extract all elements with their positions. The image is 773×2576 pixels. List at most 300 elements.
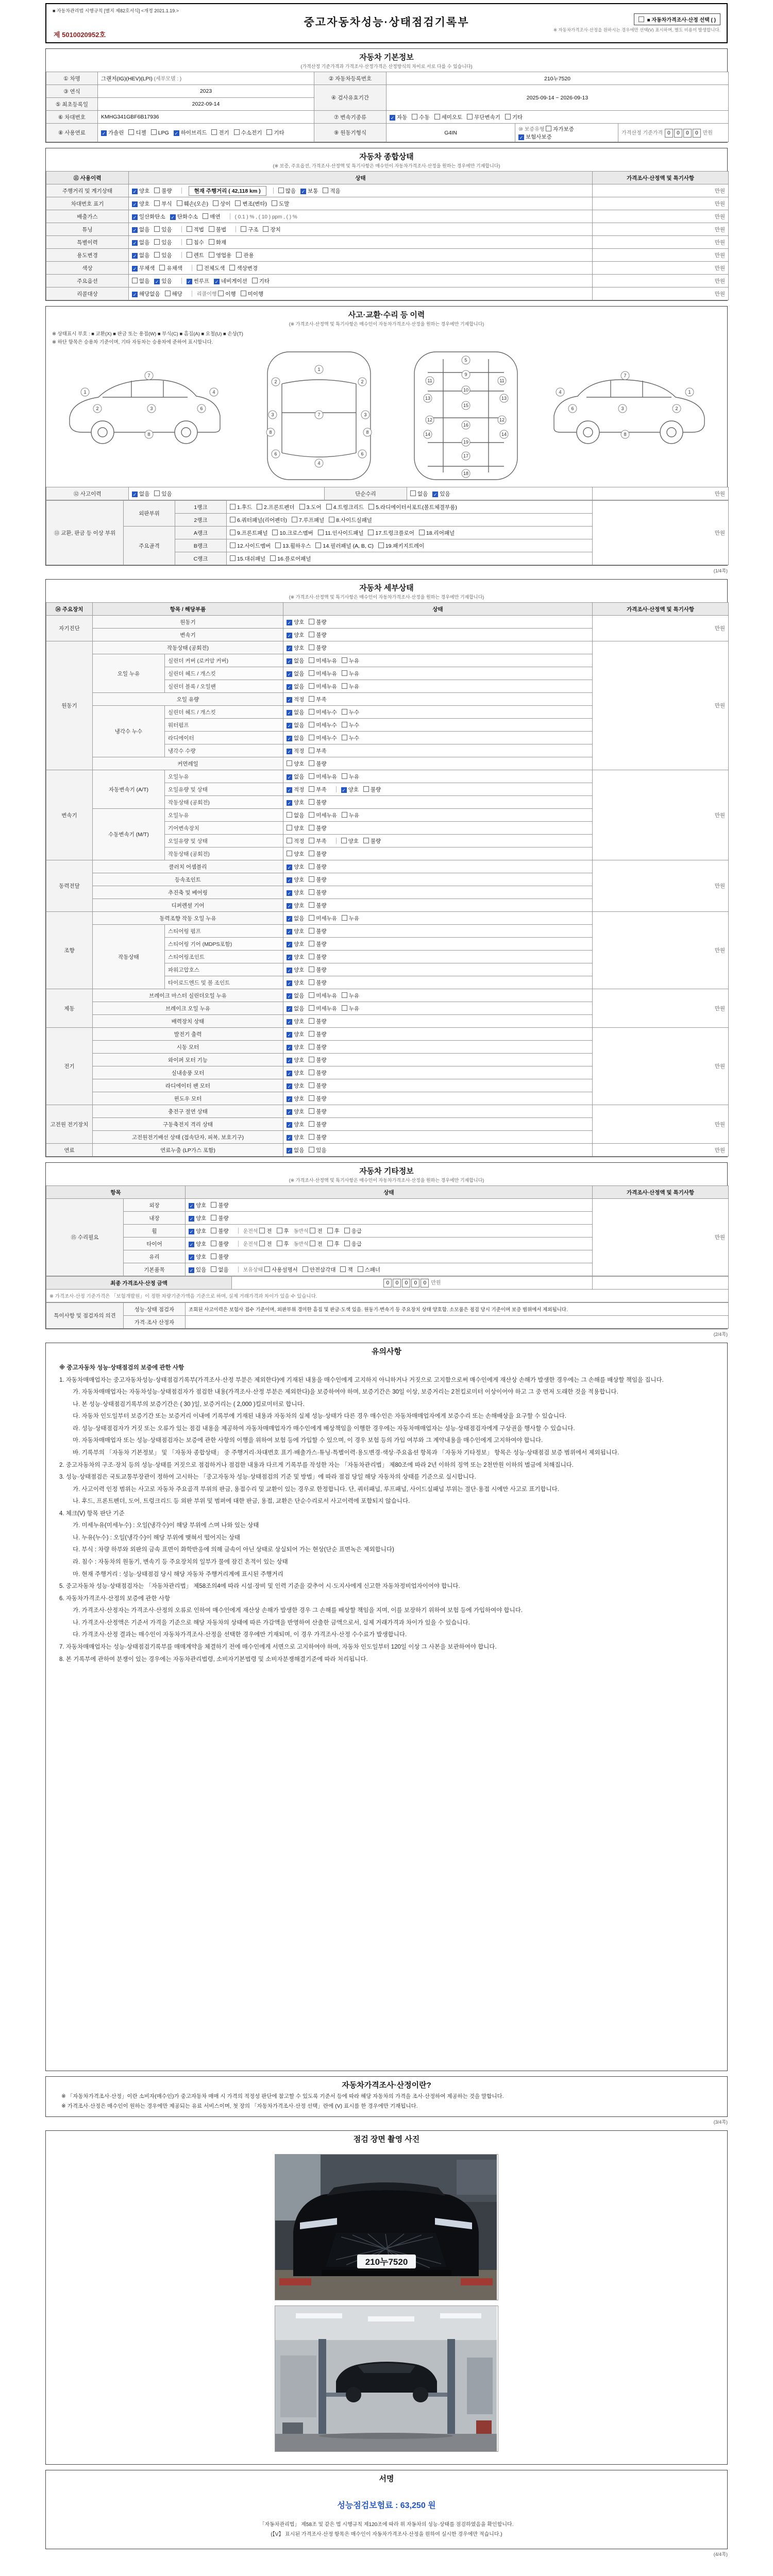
checkbox-option[interactable] bbox=[287, 734, 304, 742]
checkbox-option[interactable] bbox=[341, 786, 359, 793]
checkbox[interactable] bbox=[318, 530, 324, 535]
checkbox[interactable] bbox=[342, 683, 347, 689]
checkbox[interactable] bbox=[211, 1228, 216, 1233]
checkbox-option[interactable] bbox=[309, 644, 326, 652]
checkbox[interactable] bbox=[187, 252, 192, 258]
checkbox[interactable]: ✓ bbox=[287, 968, 292, 973]
checkbox[interactable] bbox=[309, 709, 314, 715]
checkbox-option[interactable] bbox=[272, 200, 289, 208]
checkbox[interactable] bbox=[230, 504, 236, 510]
checkbox[interactable] bbox=[344, 1228, 350, 1233]
checkbox[interactable] bbox=[278, 188, 284, 193]
checkbox-option[interactable] bbox=[309, 1095, 326, 1103]
checkbox[interactable] bbox=[410, 490, 416, 496]
checkbox[interactable] bbox=[230, 543, 236, 548]
checkbox[interactable]: ✓ bbox=[342, 787, 346, 793]
checkbox[interactable] bbox=[287, 838, 292, 843]
checkbox-option[interactable] bbox=[467, 113, 500, 121]
checkbox[interactable] bbox=[309, 1005, 314, 1011]
checkbox-option[interactable] bbox=[309, 683, 337, 690]
checkbox-option[interactable] bbox=[410, 490, 428, 498]
checkbox-option[interactable] bbox=[214, 277, 247, 285]
checkbox-option[interactable] bbox=[287, 940, 304, 948]
checkbox-option[interactable] bbox=[211, 1240, 228, 1248]
checkbox[interactable] bbox=[259, 1241, 265, 1246]
checkbox-option[interactable] bbox=[230, 542, 271, 550]
checkbox-option[interactable] bbox=[309, 902, 326, 909]
checkbox-option[interactable] bbox=[432, 490, 450, 498]
checkbox-option[interactable] bbox=[310, 1227, 322, 1235]
checkbox-option[interactable] bbox=[287, 876, 304, 884]
checkbox[interactable]: ✓ bbox=[287, 890, 292, 896]
checkbox-option[interactable] bbox=[342, 670, 359, 677]
checkbox[interactable] bbox=[344, 1241, 350, 1246]
checkbox[interactable] bbox=[263, 226, 268, 232]
checkbox-option[interactable] bbox=[419, 529, 455, 537]
checkbox-option[interactable] bbox=[287, 927, 304, 935]
checkbox-option[interactable] bbox=[287, 1095, 304, 1103]
checkbox[interactable]: ✓ bbox=[287, 993, 292, 999]
checkbox-option[interactable] bbox=[189, 1253, 206, 1261]
checkbox-option[interactable] bbox=[211, 1214, 228, 1222]
checkbox[interactable]: ✓ bbox=[301, 189, 306, 194]
checkbox-option[interactable] bbox=[309, 721, 337, 729]
checkbox-option[interactable] bbox=[211, 1227, 228, 1235]
checkbox[interactable] bbox=[272, 530, 278, 535]
checkbox[interactable]: ✓ bbox=[189, 1255, 194, 1260]
checkbox-option[interactable] bbox=[287, 1146, 304, 1154]
checkbox-option[interactable] bbox=[309, 618, 326, 626]
checkbox-option[interactable] bbox=[234, 129, 262, 137]
checkbox-option[interactable] bbox=[300, 187, 318, 195]
checkbox-option[interactable] bbox=[309, 876, 326, 884]
checkbox[interactable] bbox=[287, 851, 292, 856]
checkbox-option[interactable] bbox=[287, 670, 304, 677]
checkbox-option[interactable] bbox=[309, 708, 337, 716]
checkbox[interactable] bbox=[309, 1147, 314, 1153]
checkbox[interactable] bbox=[309, 954, 314, 959]
checkbox-option[interactable] bbox=[230, 503, 252, 511]
checkbox[interactable]: ✓ bbox=[287, 710, 292, 716]
checkbox-option[interactable] bbox=[518, 133, 552, 141]
checkbox-option[interactable] bbox=[151, 129, 169, 136]
checkbox[interactable] bbox=[154, 226, 160, 232]
checkbox-option[interactable] bbox=[434, 113, 463, 121]
checkbox-option[interactable] bbox=[329, 516, 372, 524]
checkbox[interactable] bbox=[309, 941, 314, 946]
checkbox-option[interactable] bbox=[189, 1227, 206, 1235]
checkbox-option[interactable] bbox=[309, 734, 337, 742]
checkbox-option[interactable] bbox=[132, 213, 165, 221]
checkbox[interactable] bbox=[211, 1215, 216, 1221]
checkbox[interactable] bbox=[309, 645, 314, 650]
checkbox[interactable]: ✓ bbox=[287, 955, 292, 960]
checkbox-option[interactable] bbox=[287, 966, 304, 974]
checkbox-option[interactable] bbox=[154, 226, 172, 233]
checkbox-option[interactable] bbox=[209, 251, 231, 259]
checkbox[interactable] bbox=[235, 200, 241, 206]
checkbox[interactable]: ✓ bbox=[132, 292, 137, 297]
checkbox-option[interactable] bbox=[309, 1056, 326, 1064]
checkbox[interactable]: ✓ bbox=[287, 787, 292, 793]
checkbox-option[interactable] bbox=[257, 503, 294, 511]
checkbox-option[interactable] bbox=[287, 644, 304, 652]
checkbox-option[interactable] bbox=[287, 811, 304, 819]
checkbox-option[interactable] bbox=[287, 1005, 304, 1012]
checkbox[interactable]: ✓ bbox=[287, 736, 292, 741]
checkbox-option[interactable] bbox=[309, 1121, 326, 1128]
checkbox-option[interactable] bbox=[309, 670, 337, 677]
checkbox-option[interactable] bbox=[177, 200, 209, 208]
checkbox-option[interactable] bbox=[309, 850, 326, 858]
checkbox-option[interactable] bbox=[132, 264, 155, 272]
checkbox[interactable] bbox=[154, 188, 160, 193]
checkbox[interactable]: ✓ bbox=[155, 279, 159, 284]
checkbox-option[interactable] bbox=[363, 786, 381, 793]
checkbox[interactable]: ✓ bbox=[287, 723, 292, 728]
checkbox[interactable]: ✓ bbox=[519, 135, 524, 140]
checkbox-option[interactable] bbox=[309, 863, 326, 871]
checkbox[interactable]: ✓ bbox=[287, 697, 292, 703]
checkbox-option[interactable] bbox=[259, 1240, 272, 1248]
checkbox[interactable] bbox=[309, 928, 314, 934]
checkbox-option[interactable] bbox=[132, 490, 149, 498]
checkbox[interactable] bbox=[309, 1018, 314, 1024]
checkbox-option[interactable] bbox=[159, 264, 182, 272]
checkbox[interactable] bbox=[211, 1253, 216, 1259]
checkbox[interactable] bbox=[241, 291, 246, 296]
checkbox-option[interactable] bbox=[154, 277, 172, 285]
checkbox[interactable]: ✓ bbox=[132, 227, 137, 233]
checkbox-option[interactable] bbox=[327, 1227, 340, 1235]
checkbox-option[interactable] bbox=[309, 799, 326, 806]
checkbox[interactable] bbox=[327, 1241, 333, 1246]
checkbox-option[interactable] bbox=[275, 542, 311, 550]
checkbox-option[interactable] bbox=[309, 979, 326, 987]
checkbox[interactable] bbox=[277, 1228, 282, 1233]
checkbox[interactable] bbox=[272, 200, 277, 206]
checkbox-option[interactable] bbox=[303, 1266, 336, 1274]
checkbox-option[interactable] bbox=[170, 213, 198, 221]
checkbox[interactable] bbox=[303, 1266, 308, 1272]
checkbox-option[interactable] bbox=[197, 264, 225, 272]
checkbox-option[interactable] bbox=[287, 631, 304, 639]
checkbox[interactable] bbox=[132, 278, 138, 283]
checkbox-option[interactable] bbox=[154, 251, 172, 259]
checkbox[interactable] bbox=[309, 760, 314, 766]
checkbox-option[interactable] bbox=[287, 618, 304, 626]
checkbox[interactable] bbox=[309, 889, 314, 895]
checkbox-option[interactable] bbox=[344, 1240, 362, 1248]
checkbox[interactable]: ✓ bbox=[287, 749, 292, 754]
checkbox[interactable]: ✓ bbox=[287, 1083, 292, 1089]
checkbox-option[interactable] bbox=[309, 760, 326, 768]
checkbox-option[interactable] bbox=[154, 187, 172, 195]
checkbox-option[interactable] bbox=[309, 1030, 326, 1038]
checkbox-option[interactable] bbox=[309, 837, 326, 845]
checkbox-option[interactable] bbox=[236, 251, 254, 259]
checkbox[interactable]: ✓ bbox=[132, 201, 137, 207]
checkbox-option[interactable] bbox=[230, 555, 265, 563]
checkbox[interactable] bbox=[154, 252, 160, 258]
checkbox[interactable]: ✓ bbox=[287, 1032, 292, 1038]
checkbox-option[interactable] bbox=[211, 129, 229, 137]
checkbox[interactable]: ✓ bbox=[287, 646, 292, 651]
checkbox[interactable]: ✓ bbox=[214, 279, 219, 284]
checkbox-option[interactable] bbox=[342, 1005, 359, 1012]
checkbox[interactable] bbox=[310, 1241, 315, 1246]
checkbox-option[interactable] bbox=[165, 290, 182, 298]
checkbox-option[interactable] bbox=[132, 290, 160, 298]
checkbox-option[interactable] bbox=[287, 979, 304, 987]
checkbox[interactable]: ✓ bbox=[287, 633, 292, 638]
checkbox-option[interactable] bbox=[132, 277, 149, 285]
checkbox[interactable] bbox=[154, 239, 160, 245]
checkbox[interactable] bbox=[151, 129, 157, 135]
checkbox[interactable]: ✓ bbox=[287, 1071, 292, 1076]
checkbox[interactable] bbox=[187, 239, 192, 245]
checkbox-option[interactable] bbox=[287, 1018, 304, 1025]
checkbox[interactable] bbox=[309, 915, 314, 921]
checkbox-option[interactable] bbox=[309, 1018, 326, 1025]
checkbox-option[interactable] bbox=[287, 683, 304, 690]
checkbox[interactable] bbox=[309, 1134, 314, 1140]
checkbox-option[interactable] bbox=[344, 1227, 362, 1235]
checkbox-option[interactable] bbox=[546, 125, 574, 133]
checkbox-option[interactable] bbox=[287, 1030, 304, 1038]
checkbox[interactable] bbox=[309, 863, 314, 869]
checkbox-option[interactable] bbox=[378, 542, 424, 550]
checkbox[interactable] bbox=[342, 1005, 347, 1011]
checkbox[interactable] bbox=[264, 1266, 270, 1272]
checkbox[interactable] bbox=[309, 1057, 314, 1062]
checkbox[interactable] bbox=[209, 226, 214, 232]
checkbox-option[interactable] bbox=[287, 1043, 304, 1051]
checkbox-option[interactable] bbox=[287, 837, 304, 845]
checkbox-option[interactable] bbox=[211, 1201, 228, 1209]
checkbox-option[interactable] bbox=[342, 721, 359, 729]
checkbox[interactable] bbox=[165, 291, 171, 296]
checkbox[interactable]: ✓ bbox=[102, 131, 106, 136]
checkbox[interactable] bbox=[309, 773, 314, 779]
checkbox-option[interactable] bbox=[287, 786, 304, 793]
checkbox[interactable] bbox=[241, 226, 246, 232]
checkbox-option[interactable] bbox=[412, 113, 429, 121]
checkbox-option[interactable] bbox=[342, 914, 359, 922]
checkbox-option[interactable] bbox=[277, 1227, 289, 1235]
checkbox-option[interactable] bbox=[187, 251, 204, 259]
checkbox[interactable] bbox=[309, 619, 314, 624]
checkbox-option[interactable] bbox=[189, 1266, 206, 1274]
checkbox-option[interactable] bbox=[309, 773, 337, 781]
checkbox[interactable] bbox=[209, 239, 214, 245]
checkbox-option[interactable] bbox=[309, 1082, 326, 1090]
checkbox[interactable] bbox=[287, 812, 292, 818]
checkbox[interactable] bbox=[187, 226, 192, 232]
checkbox[interactable] bbox=[412, 114, 417, 120]
checkbox-option[interactable] bbox=[211, 1253, 228, 1261]
checkbox-option[interactable] bbox=[299, 503, 322, 511]
checkbox-option[interactable] bbox=[189, 1240, 206, 1248]
checkbox-option[interactable] bbox=[342, 773, 359, 781]
checkbox[interactable] bbox=[229, 265, 235, 270]
checkbox[interactable] bbox=[340, 1266, 346, 1272]
checkbox[interactable] bbox=[292, 517, 297, 522]
checkbox[interactable] bbox=[309, 683, 314, 689]
checkbox-option[interactable] bbox=[128, 129, 146, 137]
price-select-checkbox[interactable] bbox=[638, 16, 644, 22]
checkbox[interactable] bbox=[277, 1241, 282, 1246]
checkbox-option[interactable] bbox=[309, 927, 326, 935]
checkbox[interactable] bbox=[368, 530, 374, 535]
checkbox[interactable]: ✓ bbox=[189, 1229, 194, 1234]
checkbox[interactable]: ✓ bbox=[187, 279, 191, 284]
checkbox[interactable] bbox=[342, 773, 347, 779]
checkbox[interactable] bbox=[275, 543, 281, 548]
checkbox[interactable]: ✓ bbox=[132, 214, 137, 220]
checkbox-option[interactable] bbox=[309, 824, 326, 832]
checkbox-option[interactable] bbox=[287, 1133, 304, 1141]
checkbox[interactable]: ✓ bbox=[287, 620, 292, 625]
checkbox[interactable]: ✓ bbox=[287, 671, 292, 677]
checkbox[interactable] bbox=[154, 490, 160, 496]
checkbox[interactable]: ✓ bbox=[287, 1045, 292, 1050]
checkbox-option[interactable] bbox=[287, 953, 304, 961]
checkbox[interactable] bbox=[342, 722, 347, 727]
checkbox[interactable] bbox=[309, 1082, 314, 1088]
checkbox-option[interactable] bbox=[187, 239, 204, 246]
checkbox-option[interactable] bbox=[132, 251, 149, 259]
checkbox-option[interactable] bbox=[132, 226, 149, 233]
checkbox[interactable] bbox=[309, 902, 314, 908]
checkbox[interactable] bbox=[342, 657, 347, 663]
checkbox[interactable] bbox=[309, 851, 314, 856]
checkbox[interactable] bbox=[230, 530, 236, 535]
checkbox-option[interactable] bbox=[287, 889, 304, 896]
checkbox-option[interactable] bbox=[187, 226, 204, 233]
checkbox[interactable] bbox=[230, 517, 236, 522]
checkbox[interactable] bbox=[341, 838, 347, 843]
checkbox-option[interactable] bbox=[213, 200, 230, 208]
checkbox[interactable] bbox=[327, 1228, 333, 1233]
checkbox[interactable] bbox=[358, 1266, 363, 1272]
checkbox-option[interactable] bbox=[154, 490, 172, 498]
checkbox[interactable] bbox=[309, 992, 314, 998]
checkbox[interactable] bbox=[211, 1241, 216, 1246]
checkbox[interactable] bbox=[309, 979, 314, 985]
checkbox[interactable] bbox=[363, 786, 369, 792]
checkbox-option[interactable] bbox=[310, 1240, 322, 1248]
checkbox[interactable] bbox=[252, 278, 258, 283]
checkbox[interactable]: ✓ bbox=[287, 1006, 292, 1012]
checkbox[interactable]: ✓ bbox=[287, 916, 292, 922]
checkbox[interactable]: ✓ bbox=[287, 774, 292, 780]
checkbox[interactable] bbox=[378, 543, 384, 548]
checkbox[interactable] bbox=[309, 696, 314, 702]
checkbox-option[interactable] bbox=[341, 837, 359, 845]
checkbox[interactable]: ✓ bbox=[287, 929, 292, 935]
checkbox[interactable]: ✓ bbox=[287, 865, 292, 870]
checkbox[interactable] bbox=[177, 200, 182, 206]
checkbox-option[interactable] bbox=[132, 200, 149, 208]
checkbox[interactable]: ✓ bbox=[189, 1268, 194, 1273]
checkbox-option[interactable] bbox=[287, 863, 304, 871]
checkbox-option[interactable] bbox=[309, 992, 337, 999]
checkbox-option[interactable] bbox=[252, 277, 270, 285]
checkbox[interactable] bbox=[342, 812, 347, 818]
checkbox[interactable] bbox=[218, 291, 224, 296]
checkbox[interactable] bbox=[154, 200, 160, 206]
checkbox[interactable]: ✓ bbox=[287, 1096, 292, 1102]
checkbox-option[interactable] bbox=[368, 529, 414, 537]
checkbox-option[interactable] bbox=[189, 1201, 206, 1209]
checkbox[interactable] bbox=[309, 838, 314, 843]
checkbox[interactable] bbox=[363, 838, 369, 843]
checkbox[interactable]: ✓ bbox=[287, 980, 292, 986]
checkbox[interactable]: ✓ bbox=[390, 115, 395, 121]
checkbox[interactable] bbox=[270, 555, 276, 561]
checkbox[interactable] bbox=[309, 812, 314, 818]
checkbox[interactable] bbox=[257, 504, 262, 510]
checkbox-option[interactable] bbox=[132, 187, 149, 195]
checkbox[interactable]: ✓ bbox=[287, 800, 292, 806]
checkbox-option[interactable] bbox=[309, 953, 326, 961]
checkbox[interactable] bbox=[368, 504, 374, 510]
checkbox-option[interactable] bbox=[309, 914, 337, 922]
checkbox[interactable] bbox=[419, 530, 425, 535]
checkbox[interactable] bbox=[209, 252, 214, 258]
checkbox[interactable] bbox=[197, 265, 203, 270]
checkbox-option[interactable] bbox=[209, 226, 226, 233]
checkbox-option[interactable] bbox=[342, 734, 359, 742]
checkbox[interactable] bbox=[309, 735, 314, 740]
checkbox-option[interactable] bbox=[287, 773, 304, 781]
checkbox-option[interactable] bbox=[309, 966, 326, 974]
checkbox-option[interactable] bbox=[309, 631, 326, 639]
checkbox[interactable]: ✓ bbox=[132, 253, 137, 259]
checkbox-option[interactable] bbox=[241, 226, 258, 233]
checkbox-option[interactable] bbox=[342, 811, 359, 819]
checkbox-option[interactable] bbox=[154, 239, 172, 246]
checkbox[interactable] bbox=[546, 126, 551, 131]
checkbox[interactable] bbox=[329, 517, 334, 522]
checkbox[interactable] bbox=[309, 1070, 314, 1075]
checkbox-option[interactable] bbox=[342, 708, 359, 716]
checkbox-option[interactable] bbox=[309, 657, 337, 665]
checkbox-option[interactable] bbox=[229, 264, 258, 272]
checkbox-option[interactable] bbox=[264, 1266, 298, 1274]
checkbox-option[interactable] bbox=[272, 529, 313, 537]
checkbox[interactable]: ✓ bbox=[174, 131, 179, 136]
checkbox[interactable] bbox=[342, 915, 347, 921]
checkbox[interactable] bbox=[467, 114, 473, 120]
checkbox[interactable] bbox=[309, 876, 314, 882]
checkbox-option[interactable] bbox=[263, 226, 280, 233]
checkbox-option[interactable] bbox=[368, 503, 457, 511]
checkbox[interactable] bbox=[326, 504, 332, 510]
checkbox-option[interactable] bbox=[287, 1121, 304, 1128]
checkbox-option[interactable] bbox=[189, 1214, 206, 1222]
checkbox[interactable]: ✓ bbox=[171, 214, 175, 220]
checkbox[interactable] bbox=[236, 252, 242, 258]
checkbox[interactable] bbox=[309, 786, 314, 792]
checkbox-option[interactable] bbox=[287, 1082, 304, 1090]
checkbox[interactable] bbox=[211, 129, 217, 135]
checkbox[interactable]: ✓ bbox=[287, 1109, 292, 1115]
checkbox[interactable] bbox=[342, 709, 347, 715]
checkbox-option[interactable] bbox=[101, 129, 124, 137]
checkbox-option[interactable] bbox=[309, 1146, 326, 1154]
